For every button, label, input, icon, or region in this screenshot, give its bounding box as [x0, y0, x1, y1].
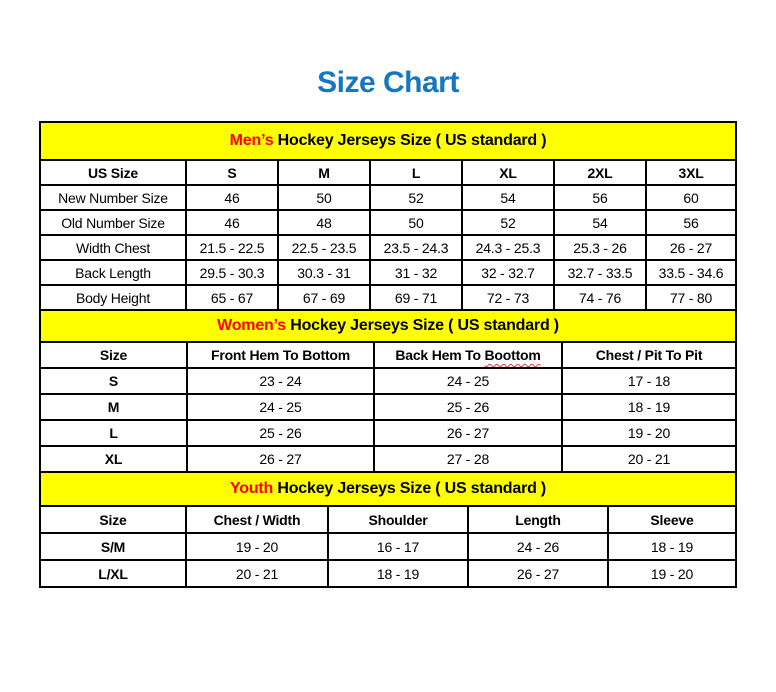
cell: 46 [186, 210, 278, 235]
mens-section-highlight: Men’s [229, 132, 274, 149]
cell: 54 [554, 210, 646, 235]
spellcheck-underline: Boottom [484, 347, 541, 363]
womens-size-table [39, 309, 737, 473]
cell: 18 - 19 [328, 560, 468, 587]
column-header: S [186, 160, 278, 185]
row-label: L [40, 420, 187, 446]
cell: 50 [278, 185, 370, 210]
page-title: Size Chart [317, 66, 459, 99]
column-header: Size [40, 506, 186, 533]
youth-section-header [40, 472, 736, 506]
cell: 52 [462, 210, 554, 235]
cell: 54 [462, 185, 554, 210]
cell: 26 - 27 [374, 420, 562, 446]
table-row [40, 560, 736, 587]
row-label: XL [40, 446, 187, 472]
mens-section-title: Hockey Jerseys Size ( US standard ) [273, 132, 547, 149]
row-label: Back Length [40, 260, 186, 285]
mens-size-table [39, 121, 737, 311]
column-header: L [370, 160, 462, 185]
table-row [40, 185, 736, 210]
cell: 74 - 76 [554, 285, 646, 310]
cell: 69 - 71 [370, 285, 462, 310]
cell: 25 - 26 [374, 394, 562, 420]
row-label: Old Number Size [40, 210, 186, 235]
cell: 26 - 27 [468, 560, 608, 587]
youth-band-row [40, 472, 736, 506]
table-row [40, 533, 736, 560]
cell: 56 [554, 185, 646, 210]
cell: 29.5 - 30.3 [186, 260, 278, 285]
table-row [40, 446, 736, 472]
table-row [40, 260, 736, 285]
column-header: Shoulder [328, 506, 468, 533]
column-header: M [278, 160, 370, 185]
cell: 24.3 - 25.3 [462, 235, 554, 260]
row-label: Width Chest [40, 235, 186, 260]
column-header: US Size [40, 160, 186, 185]
womens-section-highlight: Women’s [217, 317, 286, 334]
cell: 46 [186, 185, 278, 210]
mens-section-header [40, 122, 736, 160]
cell: 50 [370, 210, 462, 235]
cell: 48 [278, 210, 370, 235]
cell: 19 - 20 [608, 560, 736, 587]
cell: 31 - 32 [370, 260, 462, 285]
column-header: XL [462, 160, 554, 185]
size-chart-tables [39, 121, 735, 588]
cell: 27 - 28 [374, 446, 562, 472]
cell: 24 - 26 [468, 533, 608, 560]
cell: 33.5 - 34.6 [646, 260, 736, 285]
cell: 25 - 26 [187, 420, 374, 446]
cell: 22.5 - 23.5 [278, 235, 370, 260]
cell: 23.5 - 24.3 [370, 235, 462, 260]
mens-header-row [40, 160, 736, 185]
mens-band-row [40, 122, 736, 160]
cell: 30.3 - 31 [278, 260, 370, 285]
cell: 20 - 21 [562, 446, 736, 472]
cell: 20 - 21 [186, 560, 328, 587]
row-label: New Number Size [40, 185, 186, 210]
cell: 21.5 - 22.5 [186, 235, 278, 260]
row-label: S/M [40, 533, 186, 560]
table-row [40, 285, 736, 310]
youth-header-row [40, 506, 736, 533]
row-label: M [40, 394, 187, 420]
womens-section-title: Hockey Jerseys Size ( US standard ) [285, 317, 559, 334]
cell: 17 - 18 [562, 368, 736, 394]
youth-size-table [39, 471, 737, 588]
column-header: Size [40, 342, 187, 368]
cell: 16 - 17 [328, 533, 468, 560]
cell: 72 - 73 [462, 285, 554, 310]
youth-section-highlight: Youth [229, 480, 274, 497]
cell: 25.3 - 26 [554, 235, 646, 260]
womens-section-header [40, 310, 736, 342]
column-header: 3XL [646, 160, 736, 185]
youth-section-title: Hockey Jerseys Size ( US standard ) [273, 480, 547, 497]
cell: 18 - 19 [608, 533, 736, 560]
column-header: Front Hem To Bottom [187, 342, 374, 368]
cell: 56 [646, 210, 736, 235]
row-label: S [40, 368, 187, 394]
row-label: Body Height [40, 285, 186, 310]
cell: 77 - 80 [646, 285, 736, 310]
table-row [40, 235, 736, 260]
cell: 65 - 67 [186, 285, 278, 310]
column-header: Sleeve [608, 506, 736, 533]
cell: 23 - 24 [187, 368, 374, 394]
column-header: Chest / Pit To Pit [562, 342, 736, 368]
cell: 52 [370, 185, 462, 210]
cell: 32 - 32.7 [462, 260, 554, 285]
table-row [40, 210, 736, 235]
column-header: Length [468, 506, 608, 533]
table-row [40, 368, 736, 394]
cell: 60 [646, 185, 736, 210]
column-header-misspelled: Back Hem To Boottom [374, 342, 562, 368]
cell: 24 - 25 [187, 394, 374, 420]
table-row [40, 420, 736, 446]
cell: 67 - 69 [278, 285, 370, 310]
row-label: L/XL [40, 560, 186, 587]
column-header: 2XL [554, 160, 646, 185]
cell: 19 - 20 [562, 420, 736, 446]
column-header: Chest / Width [186, 506, 328, 533]
cell: 18 - 19 [562, 394, 736, 420]
cell: 26 - 27 [187, 446, 374, 472]
cell: 26 - 27 [646, 235, 736, 260]
table-row [40, 394, 736, 420]
womens-band-row [40, 310, 736, 342]
cell: 24 - 25 [374, 368, 562, 394]
cell: 19 - 20 [186, 533, 328, 560]
womens-header-row [40, 342, 736, 368]
cell: 32.7 - 33.5 [554, 260, 646, 285]
